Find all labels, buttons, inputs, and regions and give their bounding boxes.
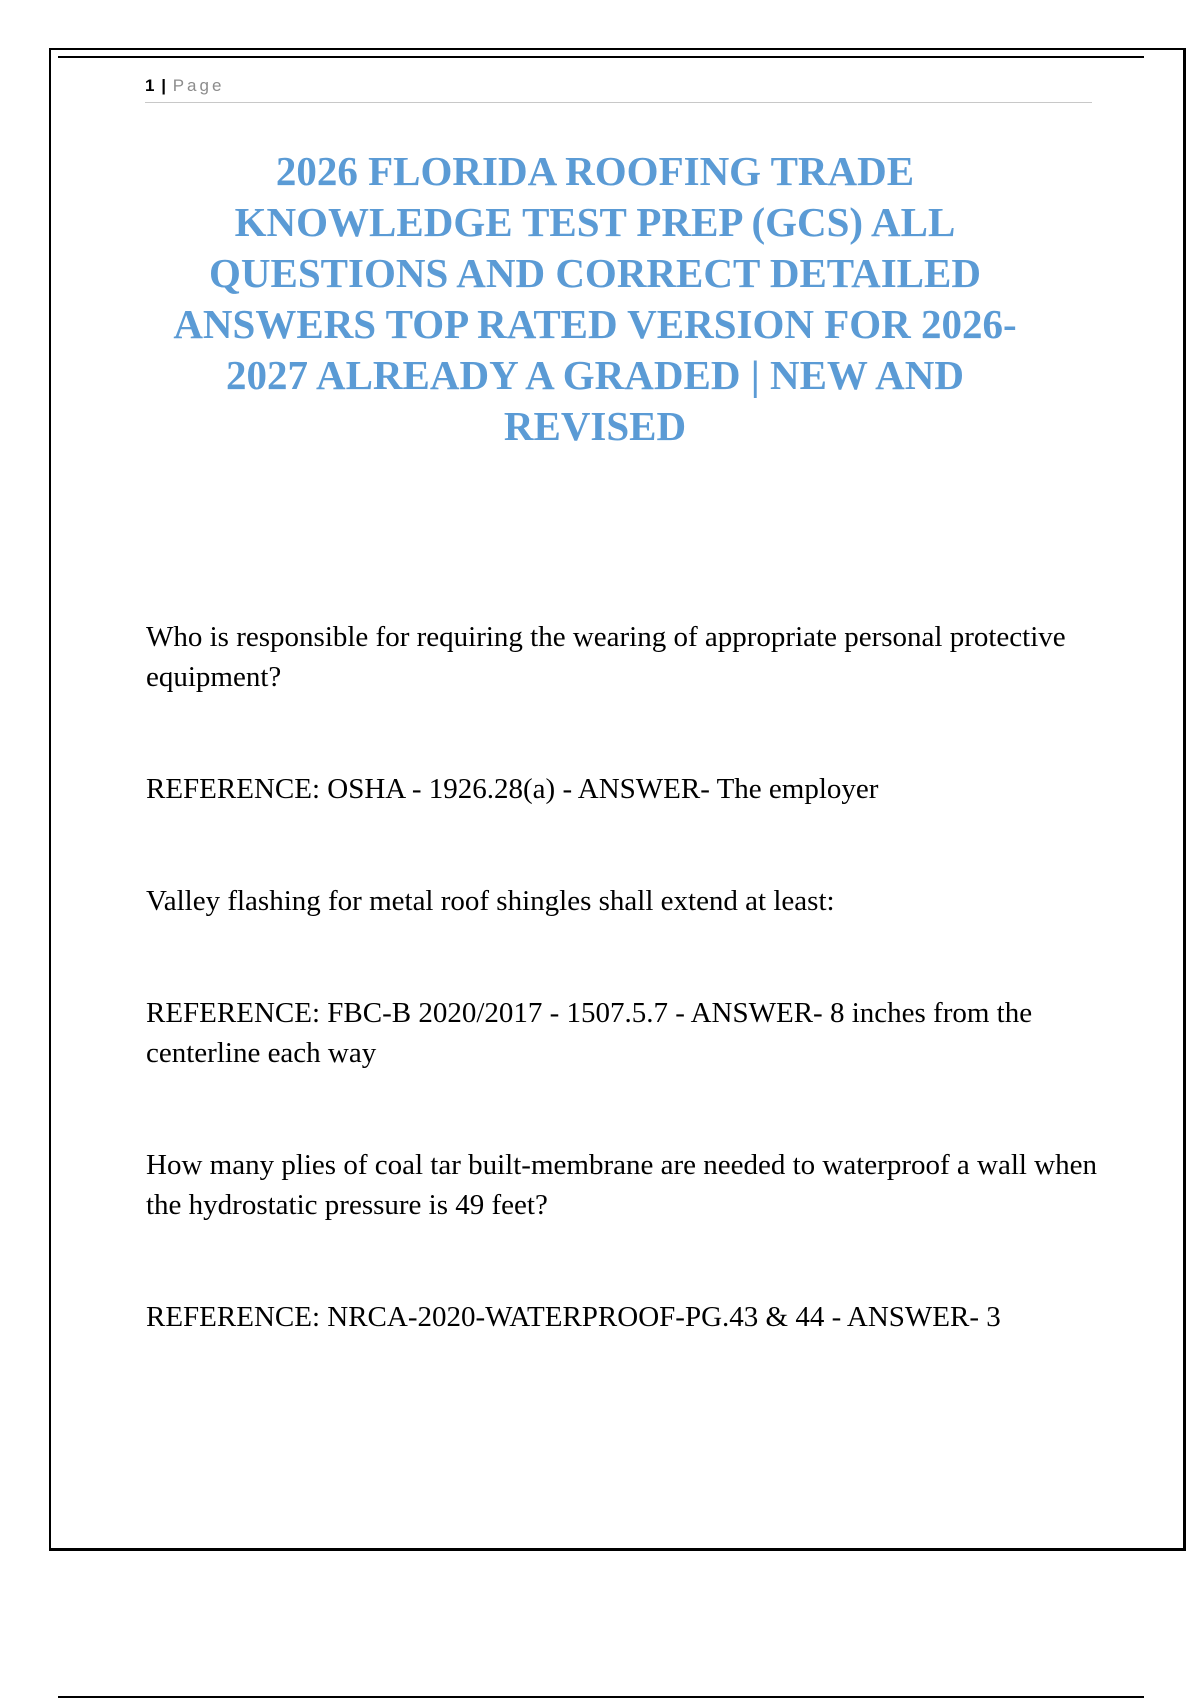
- page-separator: |: [161, 76, 166, 95]
- answer-1: REFERENCE: OSHA - 1926.28(a) - ANSWER- The employer: [146, 773, 879, 805]
- answer-2: REFERENCE: FBC-B 2020/2017 - 1507.5.7 - ANSWER- 8 inches from the centerline each way: [146, 997, 1033, 1069]
- qa-content: [146, 617, 1101, 1337]
- bottom-rule: [58, 1696, 1144, 1698]
- question-1: Who is responsible for requiring the wearing of appropriate personal protective equipment?: [146, 621, 1066, 693]
- question-3: How many plies of coal tar built-membrane are needed to waterproof a wall when the hydrostatic pressure is 49 feet?: [146, 1149, 1097, 1221]
- page-number: 1: [145, 76, 155, 95]
- answer-3: REFERENCE: NRCA-2020-WATERPROOF-PG.43 & 44 - ANSWER- 3: [146, 1301, 1001, 1333]
- page-label: Page: [172, 76, 225, 95]
- page-header: [145, 74, 1092, 103]
- document-title: 2026 FLORIDA ROOFING TRADE KNOWLEDGE TEST PREP (GCS) ALL QUESTIONS AND CORRECT DETAILED ANSWERS TOP RATED VERSION FOR 2026-2027 ALREADY A GRADED | NEW AND REVISED: [173, 148, 1017, 449]
- question-2: Valley flashing for metal roof shingles shall extend at least:: [146, 885, 835, 917]
